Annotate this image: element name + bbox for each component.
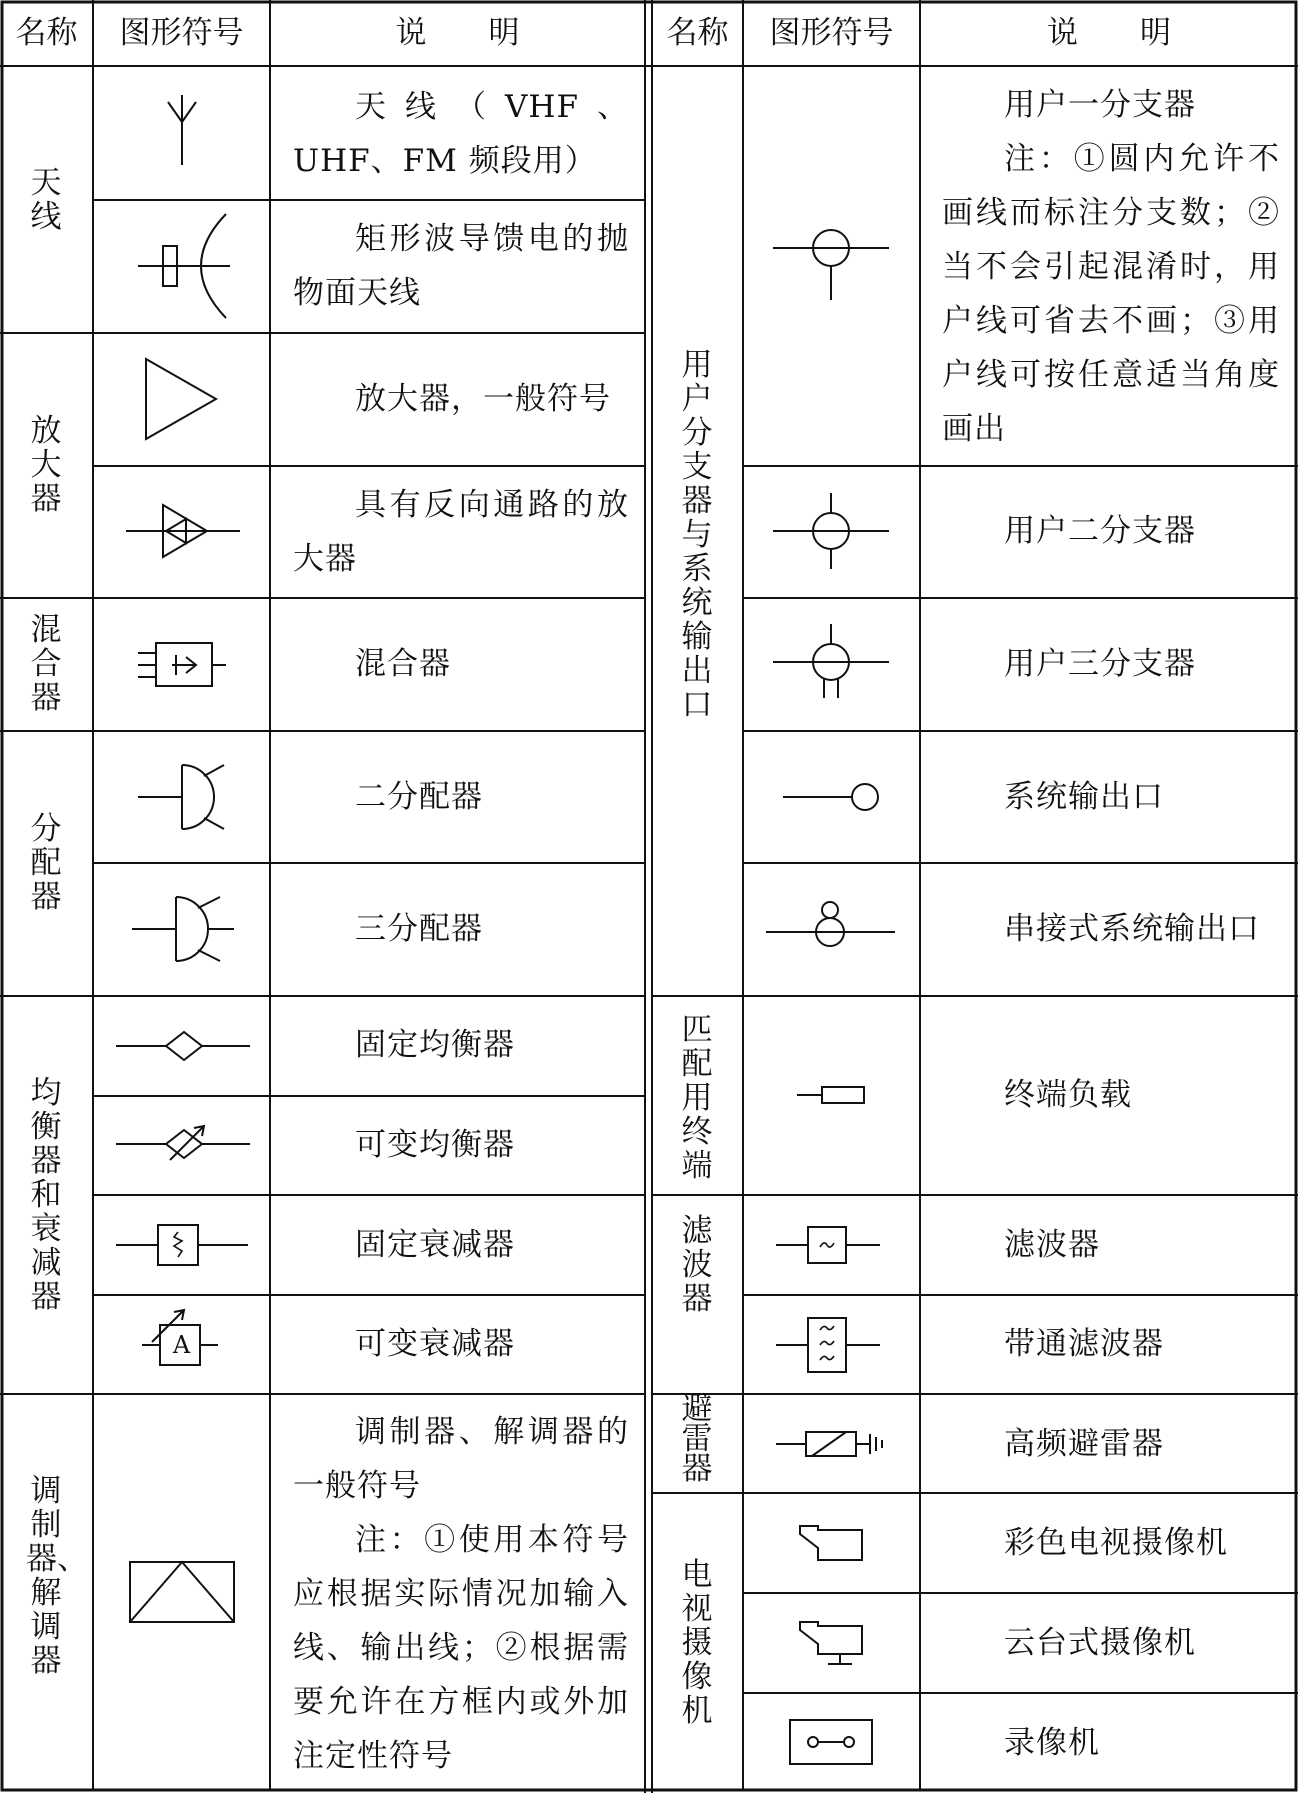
series-outlet-icon bbox=[766, 902, 895, 946]
name-arrester: 避雷器 bbox=[681, 1391, 713, 1487]
header-name-left: 名称 bbox=[15, 15, 78, 51]
name-termination: 匹配用终端 bbox=[681, 1012, 713, 1184]
desc-arrester: 高频避雷器 bbox=[1004, 1426, 1164, 1462]
name-equalizer: 均衡器和衰减器 bbox=[30, 1075, 62, 1315]
header-desc-left: 说 明 bbox=[395, 15, 520, 51]
header-symbol-right: 图形符号 bbox=[769, 15, 894, 51]
name-mixer: 混合器 bbox=[30, 612, 62, 716]
two-way-tap-icon bbox=[773, 493, 889, 569]
name-modulator: 调制器、解调器 bbox=[26, 1473, 88, 1679]
note-one-way-tap: 注：①圆内允许不画线而标注分支数；②当不会引起混淆时，用户线可省去不画；③用户线可按任意适当角度画出 bbox=[942, 141, 1280, 447]
desc-vcr: 录像机 bbox=[1004, 1725, 1100, 1761]
desc-termination: 终端负载 bbox=[1004, 1077, 1132, 1113]
desc-one-way-tap: 用户一分支器 bbox=[1004, 87, 1196, 123]
desc-fixed-equalizer: 固定均衡器 bbox=[355, 1027, 515, 1063]
lightning-arrester-icon bbox=[776, 1432, 882, 1456]
filter-icon bbox=[776, 1227, 880, 1263]
desc-three-way-tap: 用户三分支器 bbox=[1004, 646, 1196, 682]
desc-band-pass-filter: 带通滤波器 bbox=[1004, 1326, 1164, 1362]
header-name-right: 名称 bbox=[666, 15, 729, 51]
name-camera: 电视摄像机 bbox=[681, 1557, 713, 1729]
system-outlet-icon bbox=[783, 784, 878, 810]
desc-three-way-splitter: 三分配器 bbox=[355, 911, 483, 947]
desc-two-way-splitter: 二分配器 bbox=[355, 779, 483, 815]
desc-antenna: 天线（VHF、UHF、FM 频段用） bbox=[293, 89, 629, 179]
desc-filter: 滤波器 bbox=[1004, 1227, 1100, 1263]
desc-color-camera: 彩色电视摄像机 bbox=[1004, 1525, 1228, 1561]
name-tap: 用户分支器与系统输出口 bbox=[681, 347, 713, 723]
desc-variable-attenuator: 可变衰减器 bbox=[355, 1326, 515, 1362]
name-distributor: 分配器 bbox=[30, 811, 62, 915]
note-modulator: 注：①使用本符号应根据实际情况加输入线、输出线；②根据需要允许在方框内或外加注定性符号 bbox=[293, 1522, 629, 1774]
name-amplifier: 放大器 bbox=[30, 413, 62, 517]
desc-fixed-attenuator: 固定衰减器 bbox=[355, 1227, 515, 1263]
desc-system-outlet: 系统输出口 bbox=[1004, 779, 1164, 815]
color-camera-icon bbox=[800, 1526, 862, 1560]
attenuator-letter: A bbox=[172, 1331, 192, 1359]
pan-tilt-camera-icon bbox=[800, 1622, 862, 1664]
three-way-tap-icon bbox=[773, 624, 889, 698]
desc-two-way-tap: 用户二分支器 bbox=[1004, 513, 1196, 549]
desc-mixer: 混合器 bbox=[355, 646, 451, 682]
desc-parabolic: 矩形波导馈电的抛物面天线 bbox=[293, 221, 629, 311]
desc-amplifier: 放大器，一般符号 bbox=[355, 381, 611, 417]
header-symbol-left: 图形符号 bbox=[119, 15, 244, 51]
vcr-icon bbox=[790, 1720, 872, 1764]
band-pass-filter-icon bbox=[776, 1318, 880, 1372]
termination-load-icon bbox=[797, 1087, 864, 1103]
desc-variable-equalizer: 可变均衡器 bbox=[355, 1127, 515, 1163]
name-filter: 滤波器 bbox=[681, 1213, 713, 1317]
name-antenna: 天线 bbox=[30, 165, 62, 235]
one-way-tap-icon bbox=[773, 230, 889, 300]
header-desc-right: 说 明 bbox=[1047, 15, 1171, 51]
desc-pan-tilt-camera: 云台式摄像机 bbox=[1004, 1625, 1196, 1661]
desc-series-outlet: 串接式系统输出口 bbox=[1004, 911, 1260, 947]
desc-modulator: 调制器、解调器的一般符号 bbox=[293, 1414, 629, 1504]
desc-reverse-amplifier: 具有反向通路的放大器 bbox=[293, 487, 629, 577]
